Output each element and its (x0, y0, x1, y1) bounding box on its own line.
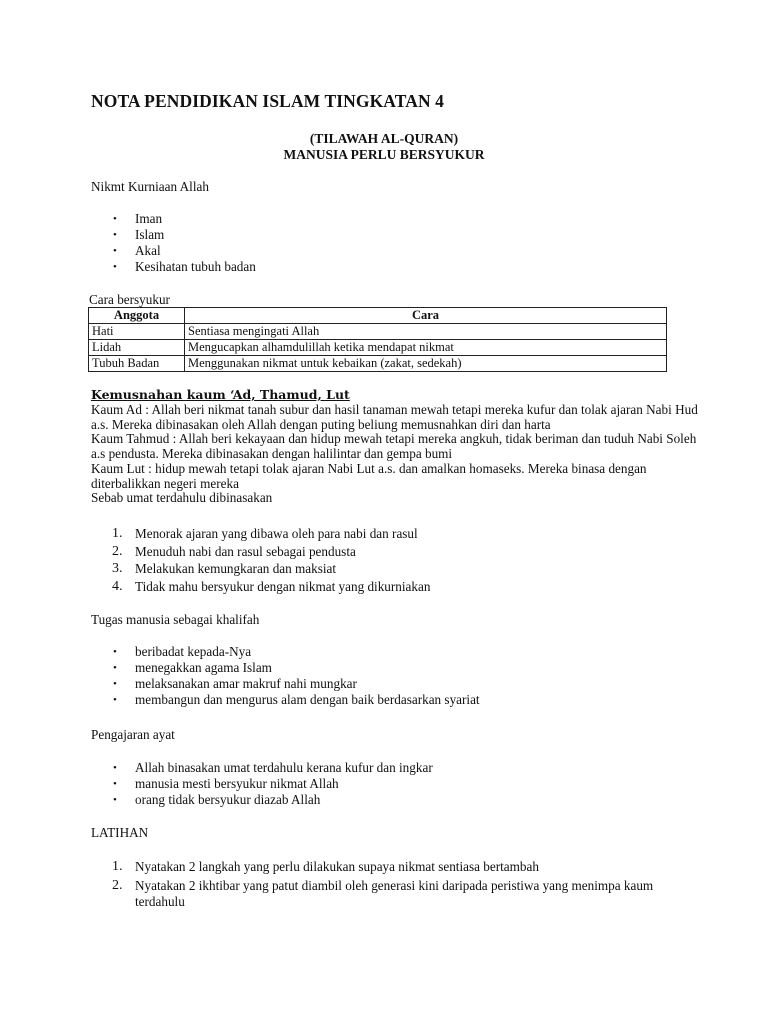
list-item: 4. Tidak mahu bersyukur dengan nikmat yang dikurniakan (112, 578, 431, 594)
list-number: 2. (112, 878, 123, 893)
list-item: • Kesihatan tubuh badan (113, 259, 256, 274)
table-cell: Mengucapkan alhamdulillah ketika mendapat nikmat (185, 340, 667, 356)
list-number: 2. (112, 543, 123, 559)
paragraph-line: Kaum Ad : Allah beri nikmat tanah subur dan hasil tanaman mewah tetapi mereka kufur dan tolak ajaran Nabi Hud (91, 402, 698, 417)
list-item: 1. Menorak ajaran yang dibawa oleh para nabi dan rasul (112, 526, 418, 541)
nikmat-list (113, 211, 256, 275)
list-item: • manusia mesti bersyukur nikmat Allah (113, 776, 339, 791)
latihan-list (112, 859, 654, 910)
kemusnahan-heading: Kemusnahan kaum ‘Ad, Thamud, Lut (91, 387, 350, 402)
column-header: Anggota (89, 308, 185, 324)
kemusnahan-paragraph (91, 403, 711, 506)
table-header-row (89, 308, 667, 324)
bullet-icon: • (113, 261, 117, 273)
paragraph-line: Kaum Lut : hidup mewah tetapi tolak ajaran Nabi Lut a.s. dan amalkan homaseks. Mereka binasa dengan (91, 460, 647, 476)
subtitle-tilawah: (TILAWAH AL-QURAN) (309, 131, 459, 146)
list-item: • Iman (113, 211, 163, 226)
list-item: 2. Menuduh nabi dan rasul sebagai pendusta (112, 543, 356, 559)
list-item: • Akal (113, 243, 161, 258)
cara-heading: Cara bersyukur (89, 292, 170, 307)
page-title: NOTA PENDIDIKAN ISLAM TINGKATAN 4 (91, 91, 445, 111)
list-item: • orang tidak bersyukur diazab Allah (113, 792, 321, 807)
list-item: 3. Melakukan kemungkaran dan maksiat (112, 561, 337, 576)
list-item: • melaksanakan amar makruf nahi mungkar (113, 676, 357, 691)
table-row (89, 324, 667, 340)
bullet-icon: • (113, 662, 117, 674)
bullet-icon: • (113, 678, 117, 690)
paragraph-line: Sebab umat terdahulu dibinasakan (91, 490, 273, 506)
paragraph-line: a.s. Mereka dibinasakan oleh Allah dengan puting beliung memusnahkan diri dan harta (91, 416, 551, 432)
bullet-icon: • (113, 646, 117, 658)
bullet-icon: • (113, 762, 117, 774)
bullet-icon: • (113, 794, 117, 806)
table-row (89, 340, 667, 356)
paragraph-line: a.s pendusta. Mereka dibinasakan dengan halilintar dan gempa bumi (91, 446, 453, 462)
cara-table (88, 307, 667, 372)
column-header: Cara (185, 308, 667, 324)
list-item: • Allah binasakan umat terdahulu kerana kufur dan ingkar (113, 760, 433, 775)
subtitle-topic: MANUSIA PERLU BERSYUKUR (283, 147, 485, 162)
sebab-list (112, 526, 431, 596)
bullet-icon: • (113, 213, 117, 225)
list-number: 4. (112, 578, 123, 594)
list-item: • Islam (113, 227, 165, 242)
bullet-icon: • (113, 694, 117, 706)
table-cell: Menggunakan nikmat untuk kebaikan (zakat, sedekah) (185, 356, 667, 372)
pengajaran-heading: Pengajaran ayat (91, 727, 175, 742)
list-number: 3. (112, 561, 123, 576)
latihan-heading: LATIHAN (91, 825, 149, 840)
paragraph-line: diterbalikkan negeri mereka (91, 475, 239, 491)
list-item: 1. Nyatakan 2 langkah yang perlu dilakukan supaya nikmat sentiasa bertambah (112, 859, 539, 874)
pengajaran-list (113, 760, 433, 808)
list-number: 1. (112, 526, 123, 541)
list-item: • membangun dan mengurus alam dengan baik berdasarkan syariat (113, 692, 480, 707)
tugas-list (113, 644, 480, 708)
table-cell: Lidah (89, 340, 185, 356)
paragraph-line: Kaum Tahmud : Allah beri kekayaan dan hidup mewah tetapi mereka angkuh, tidak beriman dan tuduh Nabi Soleh (91, 431, 697, 447)
list-item: • beribadat kepada-Nya (113, 644, 252, 659)
table-cell: Tubuh Badan (89, 356, 185, 372)
table-row (89, 356, 667, 372)
nikmat-heading: Nikmt Kurniaan Allah (91, 179, 209, 194)
list-item: • menegakkan agama Islam (113, 660, 272, 675)
list-number: 1. (112, 859, 123, 874)
list-item: 2. Nyatakan 2 ikhtibar yang patut diambil oleh generasi kini daripada peristiwa yang menimpa kaum terdahulu (112, 878, 654, 909)
bullet-icon: • (113, 778, 117, 790)
table-cell: Sentiasa mengingati Allah (185, 324, 667, 340)
bullet-icon: • (113, 245, 117, 257)
bullet-icon: • (113, 229, 117, 241)
tugas-heading: Tugas manusia sebagai khalifah (91, 612, 260, 627)
table-cell: Hati (89, 324, 185, 340)
